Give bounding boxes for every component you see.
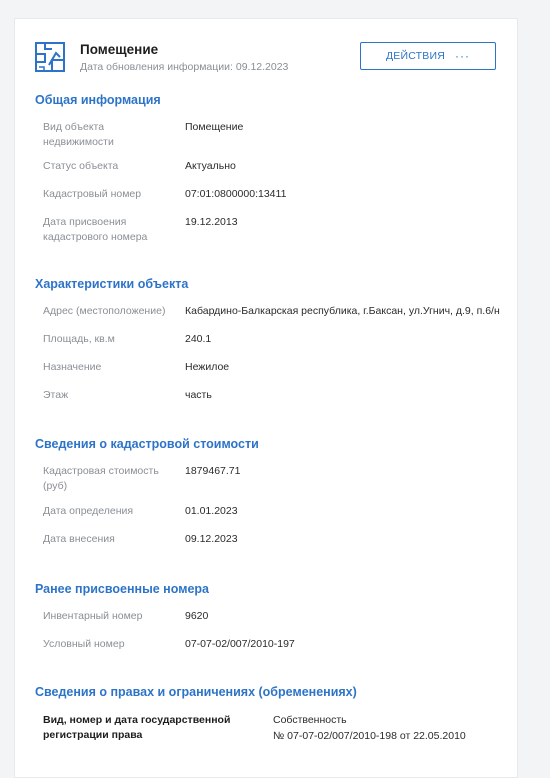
- row-value: 09.12.2023: [185, 533, 238, 545]
- row-value: часть: [185, 389, 212, 401]
- row-label: Площадь, кв.м: [43, 333, 115, 345]
- building-plan-icon: [34, 41, 66, 73]
- row-label: Кадастровая стоимость (руб): [43, 465, 159, 492]
- object-card: [14, 18, 518, 778]
- page-title: Помещение: [80, 42, 159, 57]
- rights-type: Собственность: [273, 714, 347, 726]
- row-value: 9620: [185, 610, 209, 622]
- section-title-characteristics: Характеристики объекта: [35, 277, 189, 291]
- row-value: 01.01.2023: [185, 505, 238, 517]
- row-label: Дата внесения: [43, 533, 115, 545]
- rights-label: Вид, номер и дата государственной регистрации права: [43, 714, 231, 741]
- row-value: 07-07-02/007/2010-197: [185, 638, 295, 650]
- row-label: Статус объекта: [43, 160, 119, 172]
- row-label: Кадастровый номер: [43, 188, 142, 200]
- section-title-cadastral-cost: Сведения о кадастровой стоимости: [35, 437, 259, 451]
- row-label: Вид объекта недвижимости: [43, 121, 114, 148]
- cadastral-number: 07:01:0800000:13411: [185, 188, 287, 200]
- rights-number: № 07-07-02/007/2010-198 от 22.05.2010: [273, 730, 466, 742]
- row-value: Нежилое: [185, 361, 230, 373]
- row-value: Помещение: [185, 121, 244, 133]
- row-label: Этаж: [43, 389, 69, 401]
- row-label: Условный номер: [43, 638, 125, 650]
- section-title-rights: Сведения о правах и ограничениях (обременениях): [35, 685, 357, 699]
- actions-label: ДЕЙСТВИЯ: [385, 50, 446, 62]
- row-label: Дата определения: [43, 505, 134, 517]
- section-title-previous-numbers: Ранее присвоенные номера: [35, 582, 209, 596]
- cadastral-cost-value: 1879467.71: [185, 465, 241, 477]
- row-value: Актуально: [185, 160, 236, 172]
- row-value: 19.12.2013: [185, 216, 238, 228]
- more-dots-icon: ···: [455, 49, 471, 63]
- card-header: [15, 19, 517, 89]
- row-label: Назначение: [43, 361, 102, 373]
- section-title-general: Общая информация: [35, 93, 161, 107]
- row-label: Инвентарный номер: [43, 610, 143, 622]
- row-label: Дата присвоения кадастрового номера: [43, 216, 148, 243]
- row-label: Адрес (местоположение): [43, 305, 166, 317]
- address-value: Кабардино-Балкарская республика, г.Баксан, ул.Угнич, д.9, п.6/н: [185, 305, 500, 317]
- update-date: Дата обновления информации: 09.12.2023: [80, 61, 289, 73]
- row-value: 240.1: [185, 333, 212, 345]
- actions-button[interactable]: [360, 42, 496, 70]
